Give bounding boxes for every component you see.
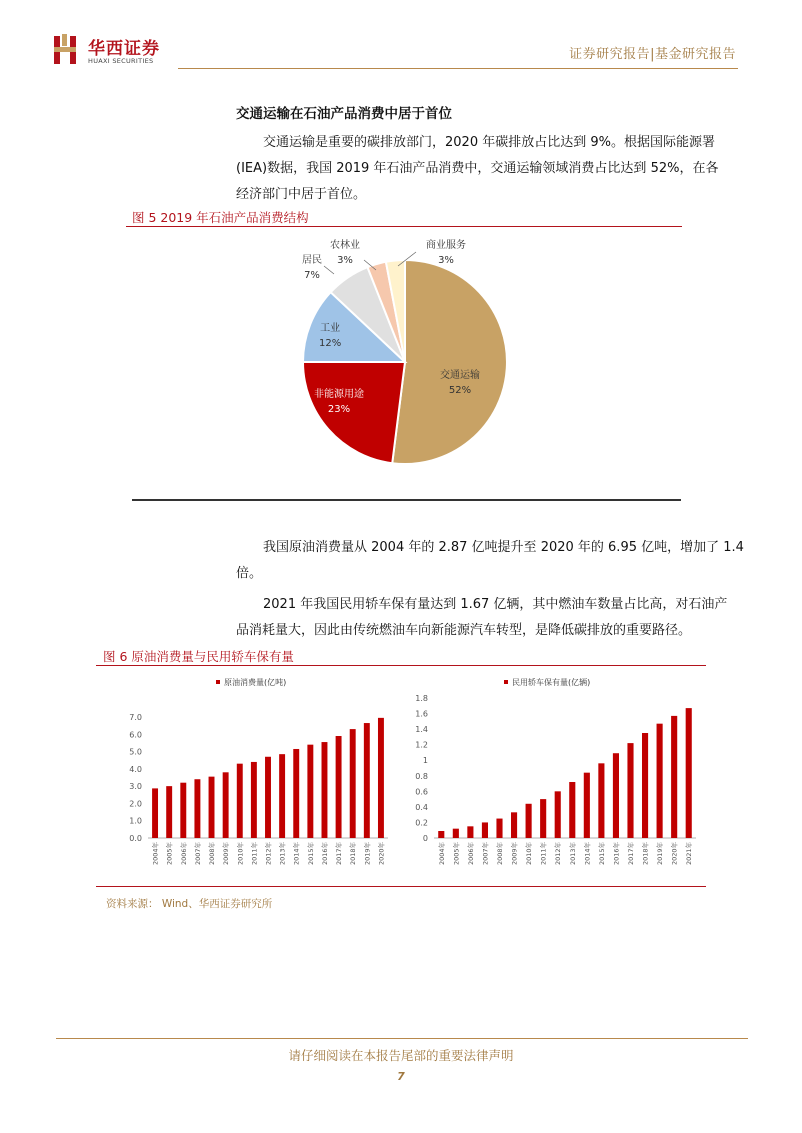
y-tick-label: 0.0 — [129, 834, 142, 843]
pie-label-non-energy — [314, 387, 364, 417]
paragraph-3-line: 2021 年我国民用轿车保有量达到 1.67 亿辆，其中燃油车数量占比高，对石油产 — [263, 597, 728, 612]
bar-1 — [166, 786, 172, 838]
bar-0 — [438, 831, 444, 838]
paragraph-1-line: (IEA)数据，我国 2019 年石油产品消费中，交通运输领域消费占比达到 52%，在各 — [236, 161, 719, 176]
leader-line-commercial — [398, 252, 416, 266]
bar-7 — [251, 762, 257, 838]
y-tick-label: 0.8 — [415, 771, 428, 781]
bar-17 — [686, 708, 692, 838]
pie-label-pct: 52% — [448, 385, 472, 396]
x-tick-label: 2018年 — [349, 842, 358, 866]
figure-5-title: 图 5 2019 年石油产品消费结构 — [132, 210, 309, 225]
x-tick-label: 2007年 — [193, 842, 202, 866]
legend-swatch — [504, 680, 508, 684]
bar-16 — [378, 718, 384, 838]
pie-slice-0 — [392, 260, 507, 464]
figure-6-title-rule — [96, 665, 706, 666]
x-tick-label: 2013年 — [568, 842, 577, 866]
y-tick-label: 4.0 — [129, 764, 142, 774]
bar-3 — [482, 822, 488, 838]
pie-label-text: 交通运输 — [440, 370, 480, 381]
pie-label-text: 非能源用途 — [314, 389, 364, 400]
x-tick-label: 2012年 — [264, 842, 273, 866]
source-rule — [96, 886, 706, 887]
y-tick-label: 0.4 — [415, 802, 428, 812]
y-tick-label: 0.2 — [415, 818, 428, 828]
x-tick-label: 2004年 — [437, 842, 446, 866]
x-tick-label: 2007年 — [481, 842, 490, 866]
y-tick-label: 1.0 — [129, 816, 142, 826]
leader-line-agriculture — [364, 260, 376, 270]
pie-label-text: 居民 — [302, 255, 322, 266]
pie-label-text: 工业 — [320, 323, 341, 334]
x-tick-label: 2009年 — [222, 842, 231, 866]
leader-line-residential — [324, 266, 334, 274]
x-tick-label: 2015年 — [306, 842, 315, 866]
x-tick-label: 2012年 — [554, 842, 563, 866]
bar-15 — [364, 723, 370, 838]
bar-14 — [350, 729, 356, 838]
x-tick-label: 2014年 — [292, 842, 301, 866]
legend-swatch — [216, 680, 220, 684]
y-tick-label: 2.0 — [129, 799, 142, 809]
bar-14 — [642, 733, 648, 838]
car-ownership-bar-chart — [404, 672, 704, 877]
footer-divider — [56, 1038, 748, 1039]
paragraph-1-line: 经济部门中居于首位。 — [236, 187, 367, 202]
x-tick-label: 2005年 — [452, 842, 461, 866]
y-tick-label: 3.0 — [129, 782, 142, 792]
x-tick-label: 2010年 — [236, 842, 245, 866]
source-note: 资料来源： Wind、华西证券研究所 — [106, 898, 273, 910]
x-tick-label: 2011年 — [250, 842, 259, 866]
legend-label: 民用轿车保有量(亿辆) — [512, 678, 591, 687]
pie-label-pct: 3% — [438, 255, 454, 266]
bar-1 — [453, 829, 459, 838]
bar-12 — [322, 742, 328, 838]
y-tick-label: 1.6 — [415, 709, 428, 719]
bar-5 — [511, 812, 517, 838]
x-tick-label: 2020年 — [670, 842, 679, 866]
pie-label-pct: 3% — [337, 255, 353, 266]
bar-8 — [265, 757, 271, 838]
x-tick-label: 2016年 — [612, 842, 621, 866]
huaxi-logo-icon — [52, 34, 80, 66]
x-tick-label: 2020年 — [377, 842, 386, 866]
figure-5-title-rule — [126, 226, 682, 227]
y-tick-label: 6.0 — [129, 730, 142, 740]
bar-12 — [613, 753, 619, 838]
x-tick-label: 2008年 — [208, 842, 217, 866]
x-tick-label: 2008年 — [496, 842, 504, 866]
x-tick-label: 2005年 — [165, 842, 174, 866]
header-divider — [178, 68, 738, 69]
bar-7 — [540, 799, 546, 838]
bar-15 — [657, 724, 663, 838]
y-tick-label: 0 — [422, 834, 428, 843]
pie-label-pct: 12% — [319, 338, 342, 349]
pie-chart — [290, 250, 520, 475]
brand-name-cn: 华西证券 — [88, 39, 160, 59]
bar-2 — [180, 783, 186, 838]
legend-label: 原油消费量(亿吨) — [224, 678, 287, 687]
x-tick-label: 2015年 — [597, 842, 606, 866]
pie-label-pct: 7% — [304, 270, 320, 281]
figure-6-title: 图 6 原油消费量与民用轿车保有量 — [103, 649, 294, 664]
pie-label-text: 商业服务 — [426, 240, 466, 251]
y-tick-label: 1.2 — [415, 740, 428, 750]
x-tick-label: 2006年 — [179, 842, 188, 866]
pie-label-industry — [319, 321, 341, 351]
x-tick-label: 2009年 — [510, 842, 519, 866]
bar-0 — [152, 788, 158, 838]
bar-4 — [496, 819, 502, 838]
bar-13 — [336, 736, 342, 838]
pie-label-pct: 23% — [327, 404, 351, 415]
crude-oil-bar-chart — [106, 672, 396, 877]
x-tick-label: 2019年 — [656, 842, 665, 866]
y-tick-label: 0.6 — [415, 787, 428, 797]
bar-8 — [555, 791, 561, 838]
bar-11 — [598, 763, 604, 838]
paragraph-1-line: 交通运输是重要的碳排放部门，2020 年碳排放占比达到 9%。根据国际能源署 — [263, 135, 715, 150]
bar-13 — [627, 743, 633, 838]
x-tick-label: 2018年 — [641, 842, 650, 866]
bar-6 — [237, 764, 243, 838]
bar-9 — [279, 754, 285, 838]
figure-5-bottom-rule — [132, 499, 681, 501]
bar-5 — [223, 772, 229, 838]
pie-label-text: 农林业 — [330, 240, 360, 251]
paragraph-1 — [236, 130, 756, 208]
x-tick-label: 2014年 — [583, 842, 592, 866]
y-tick-label: 1.8 — [415, 694, 428, 703]
paragraph-2-line: 倍。 — [236, 566, 263, 581]
x-tick-label: 2017年 — [627, 842, 635, 866]
x-tick-label: 2013年 — [278, 842, 287, 866]
bar-4 — [209, 777, 215, 838]
bar-3 — [194, 779, 200, 838]
paragraph-3-line: 品消耗量大，因此由传统燃油车向新能源汽车转型，是降低碳排放的重要路径。 — [236, 623, 692, 638]
x-tick-label: 2019年 — [363, 842, 372, 866]
x-tick-label: 2021年 — [685, 842, 694, 866]
bar-2 — [467, 826, 473, 838]
x-tick-label: 2006年 — [466, 842, 475, 866]
y-tick-label: 7.0 — [129, 713, 142, 722]
y-tick-label: 5.0 — [129, 747, 142, 757]
x-tick-label: 2010年 — [525, 842, 534, 866]
x-tick-label: 2016年 — [320, 842, 329, 866]
paragraph-2 — [236, 535, 756, 587]
pie-leader-lines — [290, 240, 530, 280]
y-tick-label: 1.4 — [415, 725, 428, 735]
bar-10 — [293, 749, 299, 838]
legal-notice: 请仔细阅读在本报告尾部的重要法律声明 — [288, 1048, 514, 1063]
y-tick-label: 1 — [422, 756, 428, 766]
bar-10 — [584, 773, 590, 838]
bar-6 — [526, 804, 532, 838]
page-number: 7 — [397, 1070, 405, 1083]
brand-name-en: HUAXI SECURITIES — [88, 57, 154, 65]
paragraph-2-line: 我国原油消费量从 2004 年的 2.87 亿吨提升至 2020 年的 6.95 亿吨，增加了 1.4 — [263, 540, 744, 555]
paragraph-3 — [236, 592, 756, 644]
bar-11 — [307, 745, 313, 838]
x-tick-label: 2017年 — [335, 842, 344, 866]
section-heading: 交通运输在石油产品消费中居于首位 — [236, 106, 452, 122]
bar-16 — [671, 716, 677, 838]
x-tick-label: 2011年 — [539, 842, 548, 866]
pie-label-transport — [440, 368, 480, 398]
bar-9 — [569, 782, 575, 838]
x-tick-label: 2004年 — [151, 842, 160, 866]
report-type: 证券研究报告|基金研究报告 — [569, 47, 736, 62]
